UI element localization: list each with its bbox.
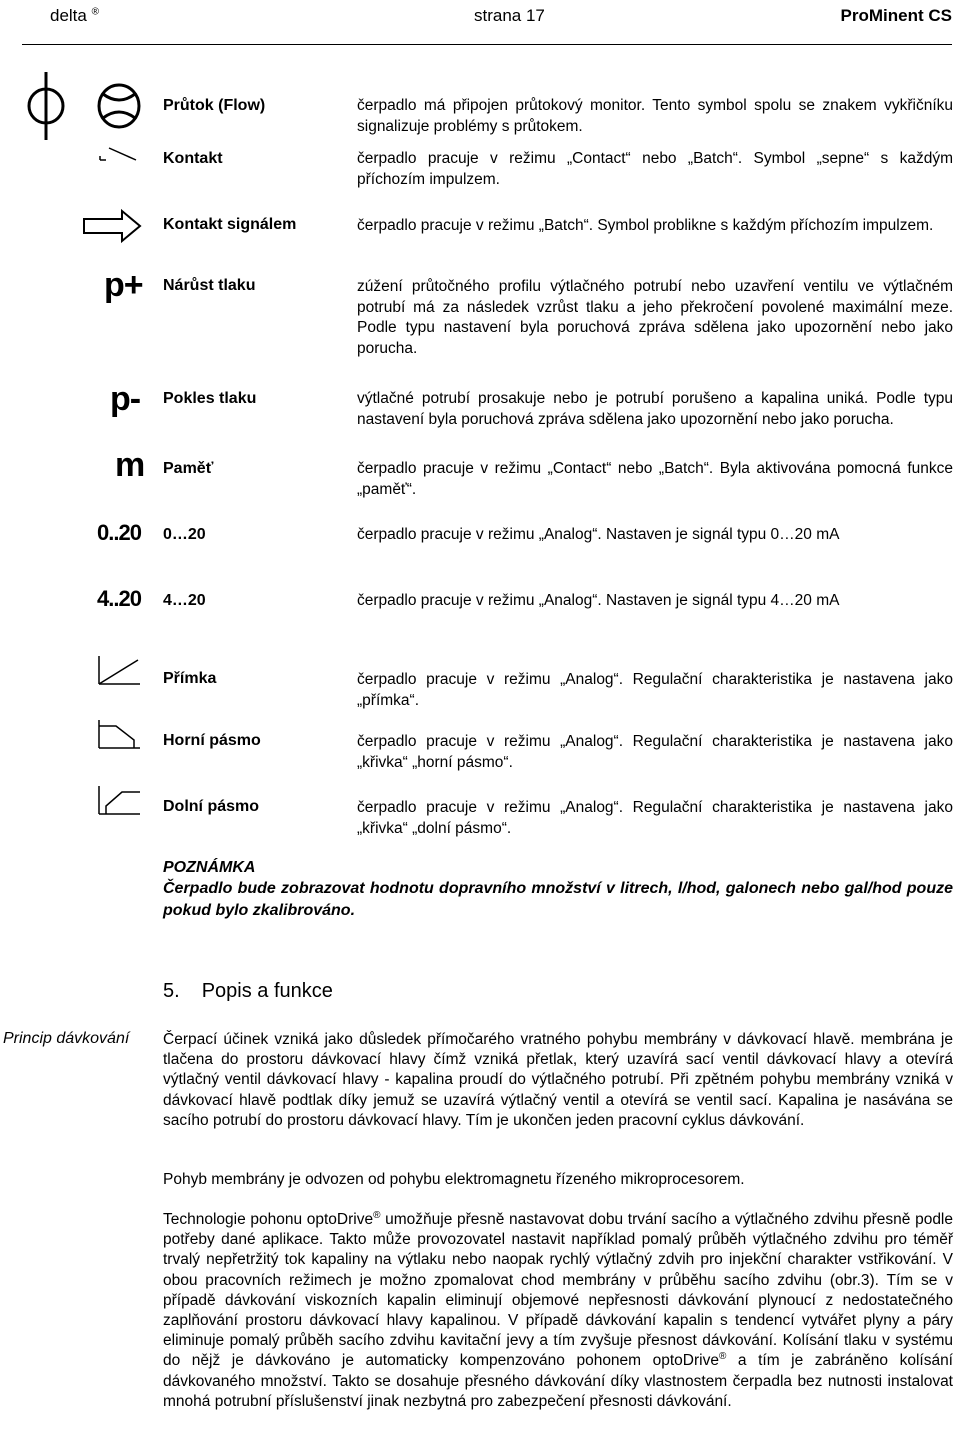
symbol-description: čerpadlo má připojen průtokový monitor. Tento symbol spolu se znakem vykřičníku signalizuje problémy s průtokem. — [357, 97, 953, 135]
symbol-label: 0…20 — [163, 526, 206, 543]
symbol-label: Dolní pásmo — [163, 798, 260, 815]
section-number: 5. — [163, 980, 180, 1002]
symbol-label: Průtok (Flow) — [163, 97, 266, 114]
symbol-label: 4…20 — [163, 592, 206, 609]
symbol-label: Paměť — [163, 460, 214, 477]
header-rule — [22, 44, 952, 45]
symbol-label: Kontakt signálem — [163, 216, 297, 233]
range-0-20-icon: 0..20 — [97, 520, 141, 545]
section-title: Popis a funkce — [201, 980, 333, 1002]
paragraph-1: Čerpací účinek vzniká jako důsledek přímočarého vratného pohybu membrány v dávkovací hlavě. membrána je tlačena do prostoru dávkovací hlavy čímž vzniká přetlak, který uzavírá sací ventil dávkovací hlavy a otevírá výtlačný ventil dávkovací hlavy - kapalina proudí do výtlačného potrubí. Při zpětném pohybu membrány vzniká v dávkovací hlavě podtlak díky jemuž se uzavírá výtlačný ventil a otevírá se ventil sací. Kapalina je nasávána se sacího potrubí do prostoru dávkovací hlavy. Tím je ukončen jeden pracovní cyklus dávkování. — [163, 1031, 953, 1129]
symbol-label: Přímka — [163, 670, 217, 687]
symbol-description: výtlačné potrubí prosakuje nebo je potrubí porušeno a kapalina uniká. Podle typu nastavení byla poruchová zpráva sdělena jako upozornění nebo jako porucha. — [357, 390, 953, 428]
symbol-label: Kontakt — [163, 150, 223, 167]
header-brand: delta ® — [50, 6, 99, 25]
page-number: strana 17 — [474, 6, 545, 25]
side-label: Princip dávkování — [3, 1030, 130, 1047]
range-4-20-icon: 4..20 — [97, 586, 141, 611]
header-company: ProMinent CS — [840, 6, 952, 25]
note-text: Čerpadlo bude zobrazovat hodnotu dopravního množství v litrech, l/hod, galonech nebo gal/hod pouze pokud bylo zkalibrováno. — [163, 880, 953, 919]
paragraph-3: Technologie pohonu optoDrive® umožňuje přesně nastavovat dobu trvání sacího a výtlačného zdvihu přesně podle potřeby dané aplikace. Takto může provozovatel nastavit například pomalý průběh výtlačného zdvihu pro téměř trvalý nepřetržitý tok kapaliny na výtlaku nebo naopak rychlý výtlačný zdvih pro injekční charakter vstřikování. V obou pracovních režimech je možno zpomalovat chod membrány v průběhu sacího zdvihu (obr.3). Tím se v případě dávkování viskozních kapalin eliminují objemové nepřesnosti dávkování plynoucí z nedostatečného zaplňování prostoru dávkovací hlavy kapalinou. V případě dávkování kapalin s tendencí vytvářet plyny a páry eliminuje pomalý průběh sacího zdvihu kavitační jevy a tím zvyšuje přesnost dávkování. Kolísání tlaku v systému do nějž je dávkováno je automaticky kompenzováno pohonem optoDrive® a tím je zabráněno kolísání dávkovaného množství. Takto se dosahuje přesného dávkování díky vlastnostem čerpadla bez nutnosti instalovat mnohá potrubní příslušenství jinak nezbytná pro zabezpečení přesnosti dávkování. — [163, 1209, 953, 1410]
pressure-drop-icon: p- — [110, 380, 141, 418]
symbol-label: Horní pásmo — [163, 732, 261, 749]
symbol-description: zúžení průtočného profilu výtlačného potrubí nebo uzavření ventilu ve výtlačném potrubí má za následek vzrůst tlaku a jeho překročení povolené maximální meze. Podle typu nastavení byla poruchová zpráva sdělena jako upozornění nebo jako porucha. — [357, 278, 953, 357]
symbol-description: čerpadlo pracuje v režimu „Analog“. Regulační charakteristika je nastavena jako „přímka“. — [357, 671, 953, 709]
upper-band-icon — [96, 716, 144, 752]
lower-band-icon — [96, 782, 144, 818]
note-title: POZNÁMKA — [163, 859, 256, 876]
symbol-description: čerpadlo pracuje v režimu „Analog“. Nastaven je signál typu 0…20 mA — [357, 526, 840, 543]
paragraph-2: Pohyb membrány je odvozen od pohybu elektromagnetu řízeného mikroprocesorem. — [163, 1171, 745, 1188]
symbol-label: Nárůst tlaku — [163, 277, 256, 294]
section-heading — [163, 980, 333, 1003]
symbol-description: čerpadlo pracuje v režimu „Contact“ nebo „Batch“. Byla aktivována pomocná funkce „paměť“. — [357, 460, 953, 498]
linear-icon — [96, 652, 144, 688]
symbol-description: čerpadlo pracuje v režimu „Analog“. Regulační charakteristika je nastavena jako „křivka“ „horní pásmo“. — [357, 733, 953, 771]
contact-icon — [96, 140, 146, 170]
flow-icon — [24, 70, 144, 142]
pressure-rise-icon: p+ — [104, 266, 143, 304]
symbol-description: čerpadlo pracuje v režimu „Analog“. Nastaven je signál typu 4…20 mA — [357, 592, 840, 609]
arrow-icon — [82, 208, 144, 244]
symbol-description: čerpadlo pracuje v režimu „Analog“. Regulační charakteristika je nastavena jako „křivka“ „dolní pásmo“. — [357, 799, 953, 837]
symbol-label: Pokles tlaku — [163, 390, 257, 407]
symbol-description: čerpadlo pracuje v režimu „Contact“ nebo „Batch“. Symbol „sepne“ s každým příchozím impulzem. — [357, 150, 953, 188]
memory-icon: m — [115, 446, 145, 484]
symbol-description: čerpadlo pracuje v režimu „Batch“. Symbol problikne s každým příchozím impulzem. — [357, 217, 934, 234]
